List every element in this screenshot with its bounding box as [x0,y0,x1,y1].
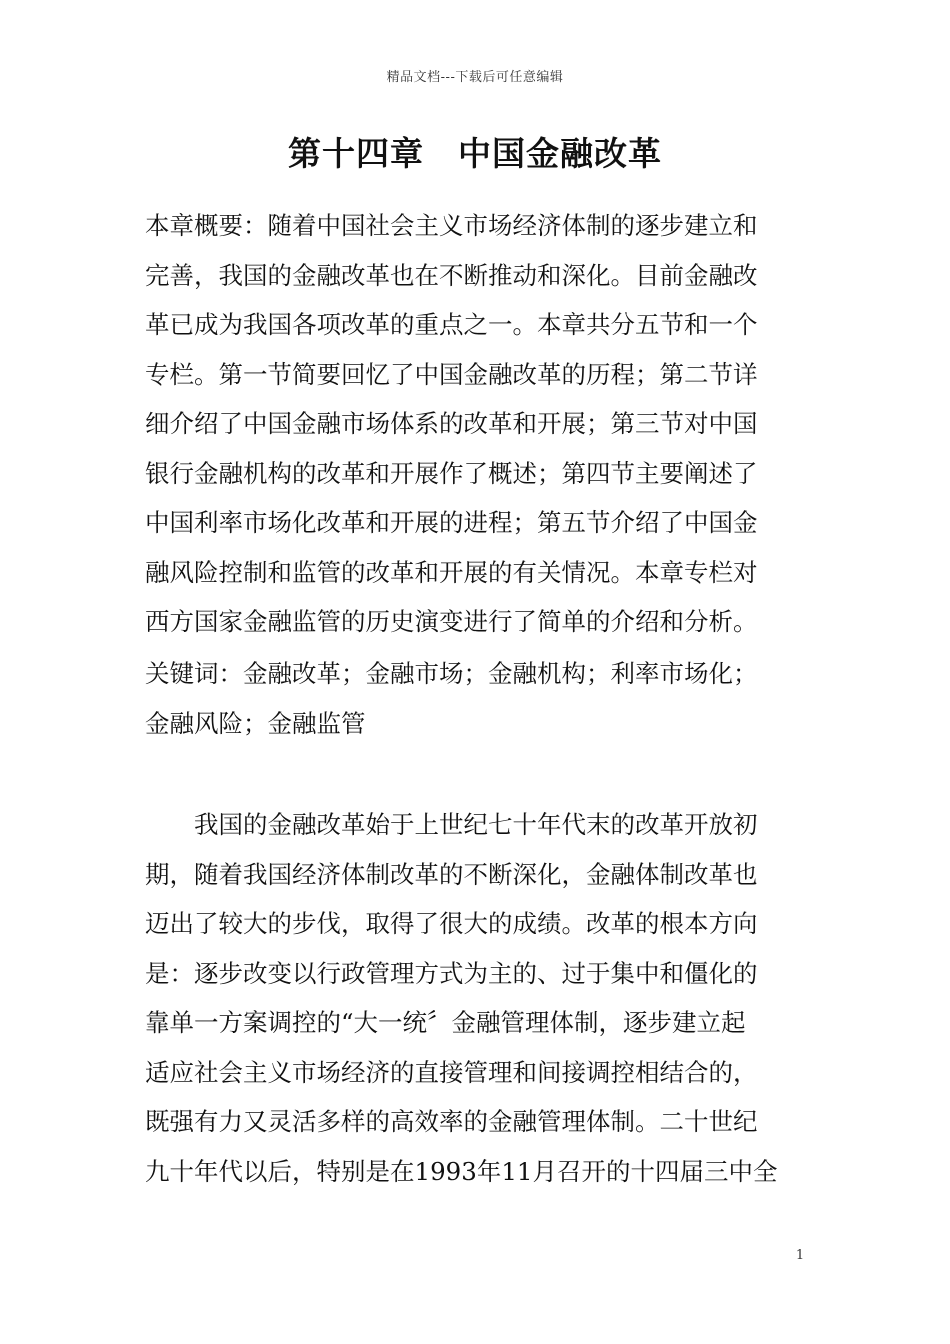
chapter-title: 第十四章 中国金融改革 [288,134,662,173]
abstract-line: 革已成为我国各项改革的重点之一。本章共分五节和一个 [145,310,758,339]
body-paragraph [145,800,815,1196]
abstract-paragraph [145,201,815,647]
body-line: 既强有力又灵活多样的高效率的金融管理体制。二十世纪 [145,1107,758,1136]
body-line: 迈出了较大的步伐，取得了很大的成绩。改革的根本方向 [145,909,758,938]
header-watermark: 精品文档---下载后可任意编辑 [386,70,564,85]
page-number: 1 [795,1248,805,1263]
abstract-line: 细介绍了中国金融市场体系的改革和开展；第三节对中国 [145,409,758,438]
abstract-line: 中国利率市场化改革和开展的进程；第五节介绍了中国金 [145,508,758,537]
keywords-line: 关键词：金融改革；金融市场；金融机构；利率市场化； [145,659,758,688]
body-line: 靠单一方案调控的“大一统〞金融管理体制，逐步建立起 [145,1008,746,1037]
abstract-line: 本章概要：随着中国社会主义市场经济体制的逐步建立和 [145,211,758,240]
abstract-line: 专栏。第一节简要回忆了中国金融改革的历程；第二节详 [145,359,758,389]
body-line: 适应社会主义市场经济的直接管理和间接调控相结合的， [145,1057,758,1087]
body-line: 我国的金融改革始于上世纪七十年代末的改革开放初 [145,810,758,839]
abstract-line: 西方国家金融监管的历史演变进行了简单的介绍和分析。 [145,607,758,636]
body-line: 九十年代以后，特别是在1993年11月召开的十四届三中全 [145,1156,778,1186]
keywords-paragraph [145,649,815,748]
abstract-line: 完善，我国的金融改革也在不断推动和深化。目前金融改 [145,260,758,290]
abstract-line: 银行金融机构的改革和开展作了概述；第四节主要阐述了 [145,458,758,488]
keywords-line: 金融风险；金融监管 [145,708,366,738]
abstract-line: 融风险控制和监管的改革和开展的有关情况。本章专栏对 [145,557,758,587]
body-line: 期，随着我国经济体制改革的不断深化，金融体制改革也 [145,859,758,889]
body-line: 是：逐步改变以行政管理方式为主的、过于集中和僵化的 [145,958,758,988]
